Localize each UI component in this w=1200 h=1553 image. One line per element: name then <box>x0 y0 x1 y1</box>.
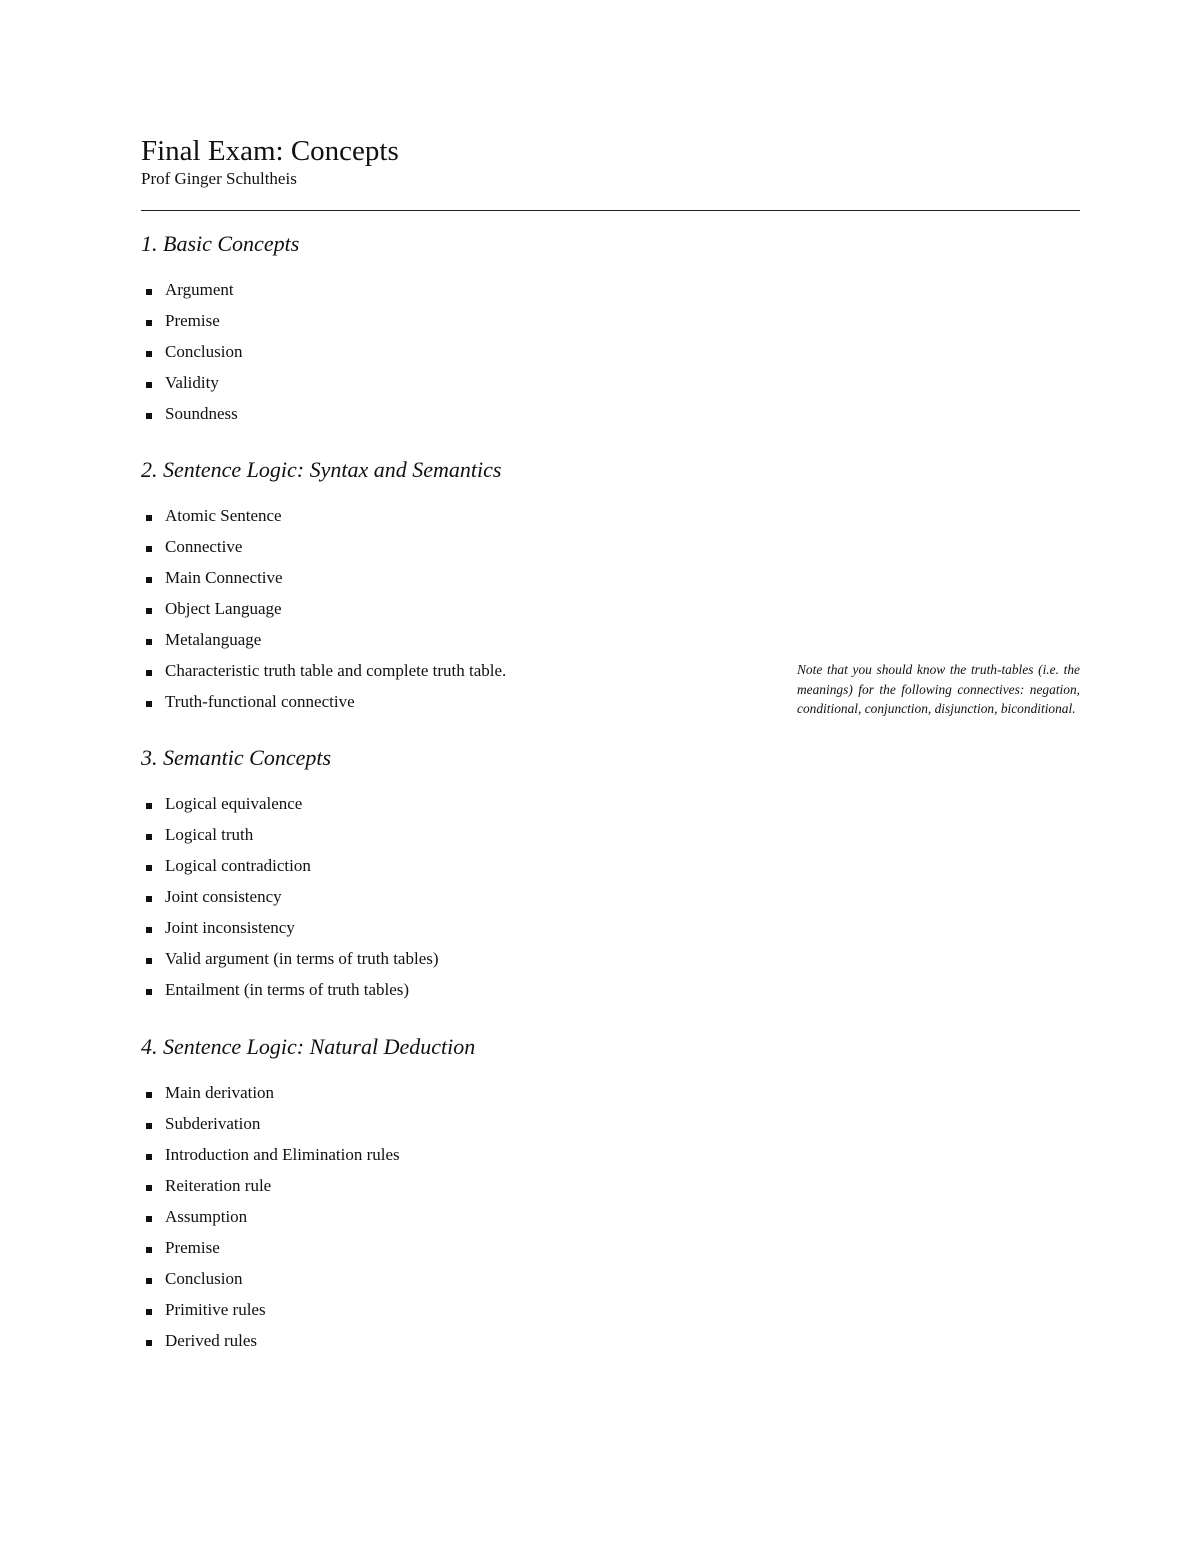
bullet-square-icon <box>146 1092 152 1098</box>
list-item <box>141 336 761 367</box>
list-item-label: Premise <box>165 311 220 330</box>
list-item <box>141 500 761 531</box>
list-item-label: Atomic Sentence <box>165 506 282 525</box>
bullet-square-icon <box>146 1154 152 1160</box>
section-heading: 3. Semantic Concepts <box>141 745 332 770</box>
list-item <box>141 1201 761 1232</box>
bullet-square-icon <box>146 1185 152 1191</box>
list-item-label: Subderivation <box>165 1114 261 1133</box>
list-item-label: Joint inconsistency <box>165 918 295 937</box>
bullet-square-icon <box>146 1340 152 1346</box>
list-item-label: Logical equivalence <box>165 794 303 813</box>
bullet-square-icon <box>146 1216 152 1222</box>
list-item-label: Object Language <box>165 599 282 618</box>
list-item-label: Characteristic truth table and complete truth table. <box>165 661 507 680</box>
section-heading: 1. Basic Concepts <box>141 231 300 256</box>
bullet-square-icon <box>146 896 152 902</box>
list-item-label: Joint consistency <box>165 887 282 906</box>
list-item-label: Conclusion <box>165 1269 243 1288</box>
bullet-square-icon <box>146 1123 152 1129</box>
bullet-square-icon <box>146 289 152 295</box>
list-item <box>141 1077 761 1108</box>
list-item-label: Derived rules <box>165 1331 258 1350</box>
concept-list <box>141 1077 761 1356</box>
bullet-square-icon <box>146 413 152 419</box>
list-item-label: Valid argument (in terms of truth tables) <box>165 949 439 968</box>
list-item <box>141 788 761 819</box>
list-item <box>141 1325 761 1356</box>
bullet-square-icon <box>146 608 152 614</box>
list-item-label: Truth-functional connective <box>165 692 355 711</box>
bullet-square-icon <box>146 639 152 645</box>
list-item-label: Connective <box>165 537 243 556</box>
bullet-square-icon <box>146 865 152 871</box>
list-item-label: Primitive rules <box>165 1300 266 1319</box>
list-item <box>141 274 761 305</box>
list-item-label: Metalanguage <box>165 630 262 649</box>
concept-list <box>141 274 761 429</box>
list-item-label: Soundness <box>165 404 238 423</box>
bullet-square-icon <box>146 546 152 552</box>
bullet-square-icon <box>146 1309 152 1315</box>
list-item-label: Main derivation <box>165 1083 275 1102</box>
list-item-label: Premise <box>165 1238 220 1257</box>
bullet-square-icon <box>146 670 152 676</box>
bullet-square-icon <box>146 701 152 707</box>
list-item <box>141 367 761 398</box>
list-item <box>141 943 761 974</box>
bullet-square-icon <box>146 834 152 840</box>
bullet-square-icon <box>146 320 152 326</box>
list-item <box>141 1139 761 1170</box>
bullet-square-icon <box>146 515 152 521</box>
list-item <box>141 1232 761 1263</box>
list-item-label: Conclusion <box>165 342 243 361</box>
list-item-label: Entailment (in terms of truth tables) <box>165 980 410 999</box>
page-title: Final Exam: Concepts <box>141 135 399 167</box>
bullet-square-icon <box>146 803 152 809</box>
section-semantic-concepts <box>141 744 761 1005</box>
margin-note: Note that you should know the truth-tables (i.e. the meanings) for the following connectives: negation, conditional, conjunction, disjunction, biconditional. <box>797 662 1080 716</box>
list-item <box>141 1294 761 1325</box>
list-item <box>141 593 761 624</box>
list-item <box>141 624 761 655</box>
list-item <box>141 974 761 1005</box>
list-item <box>141 881 761 912</box>
list-item <box>141 1108 761 1139</box>
section-heading: 2. Sentence Logic: Syntax and Semantics <box>141 457 502 482</box>
concept-list <box>141 500 761 717</box>
list-item <box>141 562 761 593</box>
list-item <box>141 819 761 850</box>
list-item-label: Main Connective <box>165 568 283 587</box>
bullet-square-icon <box>146 351 152 357</box>
list-item <box>141 912 761 943</box>
list-item-label: Argument <box>165 280 234 299</box>
author-line: Prof Ginger Schultheis <box>141 169 297 188</box>
section-natural-deduction <box>141 1033 761 1356</box>
list-item <box>141 1263 761 1294</box>
bullet-square-icon <box>146 1247 152 1253</box>
bullet-square-icon <box>146 1278 152 1284</box>
header-divider <box>141 210 1080 211</box>
list-item <box>141 655 761 686</box>
list-item <box>141 1170 761 1201</box>
list-item-label: Logical contradiction <box>165 856 311 875</box>
section-basic-concepts <box>141 230 761 429</box>
bullet-square-icon <box>146 989 152 995</box>
list-item <box>141 305 761 336</box>
list-item <box>141 850 761 881</box>
list-item <box>141 686 761 717</box>
list-item-label: Introduction and Elimination rules <box>165 1145 400 1164</box>
section-heading: 4. Sentence Logic: Natural Deduction <box>141 1034 476 1059</box>
bullet-square-icon <box>146 958 152 964</box>
section-sentence-logic-syntax <box>141 456 761 717</box>
list-item <box>141 531 761 562</box>
list-item-label: Logical truth <box>165 825 254 844</box>
concept-list <box>141 788 761 1005</box>
bullet-square-icon <box>146 382 152 388</box>
list-item-label: Assumption <box>165 1207 248 1226</box>
bullet-square-icon <box>146 577 152 583</box>
list-item-label: Validity <box>165 373 219 392</box>
list-item-label: Reiteration rule <box>165 1176 272 1195</box>
list-item <box>141 398 761 429</box>
bullet-square-icon <box>146 927 152 933</box>
